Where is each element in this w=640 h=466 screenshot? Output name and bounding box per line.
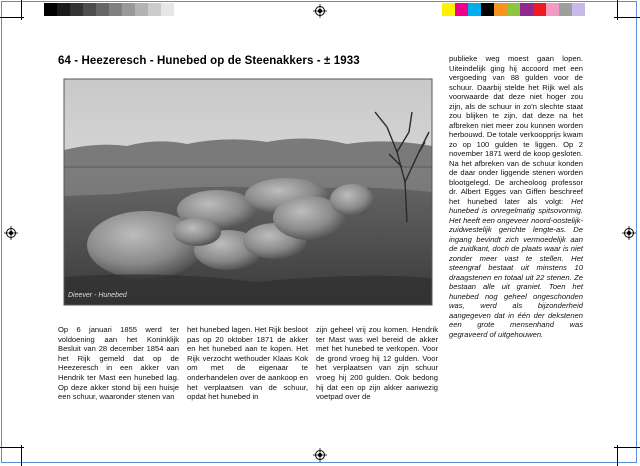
color-swatch — [442, 3, 455, 16]
color-swatch — [546, 3, 559, 16]
gray-calibration-strip — [44, 3, 187, 16]
color-swatch — [520, 3, 533, 16]
registration-mark-right — [622, 226, 636, 240]
registration-mark-bottom — [313, 448, 327, 462]
color-swatch — [455, 3, 468, 16]
registration-mark-top — [313, 4, 327, 18]
color-calibration-strip — [442, 3, 598, 16]
gray-swatch — [96, 3, 109, 16]
gray-swatch — [174, 3, 187, 16]
crop-mark-tl-v — [21, 0, 22, 20]
text-column-3 — [316, 325, 438, 402]
color-swatch — [481, 3, 494, 16]
color-swatch — [494, 3, 507, 16]
quote-paragraph: Het hunebed is onregelmatig spitsovormig. Het heeft een ongeveer noord-oostelijk-zuidwestelijk gerichte lengte-as. De ingang bevindt zich vermoedelijk aan de zuidkant, doch de plaats waar is niet zonder meer vast te stellen. Het steengraf bestaat uit minstens 10 draagstenen en totaal uit 22 stenen. Ze bestaan alle uit graniet. Toen het hunebed nog geheel ongeschonden was, werd als bijzonderheid aangegeven dat in één der dekstenen een grote mensenhand was gegraveerd of uitgehouwen. — [449, 196, 583, 339]
color-swatch — [585, 3, 598, 16]
color-swatch — [507, 3, 520, 16]
hunebed-photo — [57, 72, 440, 312]
paragraph: zijn geheel vrij zou komen. Hendrik ter Mast was wel bereid de akker met het hunebed te verkopen. Voor de grond vroeg hij 12 gulden. Voor het verplaatsen van zijn schuur vroeg hij 200 gulden. Ook bedong hij dat een op zijn akker aanwezig voetpad over de — [316, 325, 438, 402]
text-column-4 — [449, 54, 583, 339]
text-column-1 — [58, 325, 179, 402]
gray-swatch — [109, 3, 122, 16]
color-swatch — [572, 3, 585, 16]
article-title: 64 - Heezeresch - Hunebed op de Steenakkers - ± 1933 — [58, 55, 360, 67]
gray-swatch — [83, 3, 96, 16]
gray-swatch — [122, 3, 135, 16]
crop-mark-bl-v — [21, 445, 22, 466]
color-swatch — [533, 3, 546, 16]
paragraph: Op 6 januari 1855 werd ter voldoening aan het Koninklijk Besluit van 28 december 1854 aan het Rijk gemeld dat op de Heezeresch in een akker van Hendrik ter Mast een hunebed lag. Op deze akker stond bij een huisje een schuur, waaronder stenen van — [58, 325, 179, 402]
color-swatch — [468, 3, 481, 16]
paragraph: publieke weg moest gaan lopen. Uiteindelijk ging hij accoord met een vergoeding van 88 gulden voor de schuur. Daarbij stelde het Rijk wel als voorwaarde dat deze niet hoger zou zijn, als de schuur in zo'n slechte staat zou blijken te zijn, dat deze na het afbreken niet meer zou kunnen worden herbouwd. De totale verkoopprijs kwam zo op 100 gulden te liggen. Op 2 november 1871 werd de koop gesloten. Na het afbreken van de schuur konden de daar onder liggende stenen worden blootgelegd. De archeoloog professor dr. Albert Egges van Giffen beschreef het hunebed later als volgt: — [449, 54, 583, 206]
color-swatch — [559, 3, 572, 16]
gray-swatch — [70, 3, 83, 16]
gray-swatch — [161, 3, 174, 16]
gray-swatch — [135, 3, 148, 16]
gray-swatch — [57, 3, 70, 16]
paragraph: het hunebed lagen. Het Rijk besloot pas op 20 oktober 1871 de akker en het hunebed aan te kopen. Het Rijk verzocht wethouder Klaas Kok om met de eigenaar te onderhandelen over de aankoop en het verplaatsen van de schuur, opdat het hunebed in — [187, 325, 308, 402]
photo-caption: Dieever - Hunebed — [68, 292, 127, 299]
registration-mark-left — [4, 226, 18, 240]
crop-mark-br-v — [617, 445, 618, 466]
crop-mark-tr-v — [617, 0, 618, 20]
gray-swatch — [44, 3, 57, 16]
text-column-2 — [187, 325, 308, 402]
gray-swatch — [148, 3, 161, 16]
